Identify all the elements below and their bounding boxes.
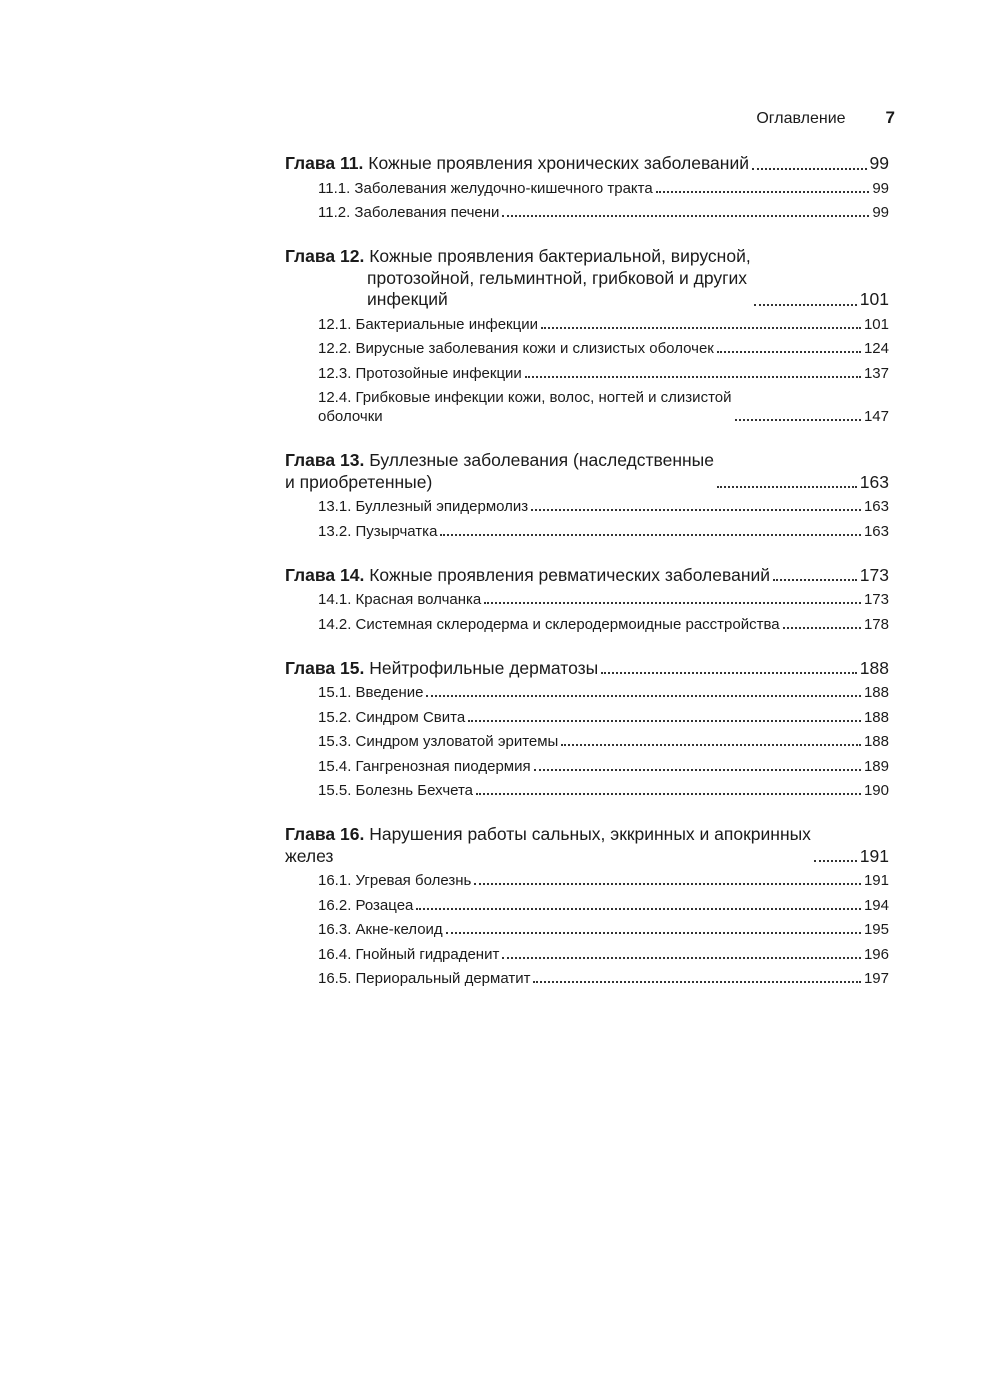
toc-section-title: 12.3. Протозойные инфекции xyxy=(318,364,522,382)
toc-section[interactable] xyxy=(285,920,889,939)
toc-chapter-label: Глава 13. xyxy=(285,450,365,470)
toc-chapter-label: Глава 16. xyxy=(285,824,365,844)
toc-section-title: оболочки xyxy=(318,408,383,425)
toc-section-title: 14.1. Красная волчанка xyxy=(318,591,482,608)
toc-chapter-title-text: Буллезные заболевания (наследственные xyxy=(369,450,714,470)
toc-chapter-title-line: инфекций xyxy=(367,289,448,309)
toc-section-title: 16.5. Периоральный дерматит xyxy=(318,970,531,987)
toc-chapter-label: Глава 11. xyxy=(285,153,364,173)
toc-page-number: 188 xyxy=(863,733,889,750)
toc-section[interactable] xyxy=(285,522,889,541)
toc-page-number: 101 xyxy=(863,315,889,333)
running-header xyxy=(700,108,895,128)
toc-page-number: 173 xyxy=(863,591,889,608)
dot-leader xyxy=(656,191,870,193)
dot-leader xyxy=(476,793,861,795)
toc-section[interactable] xyxy=(285,683,889,702)
toc-chapter-title[interactable] xyxy=(285,450,889,493)
toc-page-number: 194 xyxy=(863,896,889,914)
toc-section[interactable] xyxy=(285,315,889,334)
toc-chapter xyxy=(285,153,889,222)
toc-page-number: 101 xyxy=(859,289,889,309)
toc-chapter-label: Глава 15. xyxy=(285,657,365,678)
dot-leader xyxy=(783,627,861,629)
toc-chapter-title-line xyxy=(285,565,770,587)
toc-chapter-title-line xyxy=(285,246,751,268)
dot-leader xyxy=(601,672,857,674)
toc-section-title: 11.2. Заболевания печени xyxy=(318,204,500,221)
toc-chapter xyxy=(285,824,889,988)
toc-chapter-title[interactable] xyxy=(285,824,889,867)
toc-page-number: 189 xyxy=(863,757,889,775)
toc-section[interactable] xyxy=(285,179,889,198)
dot-leader xyxy=(814,860,857,862)
toc-chapter-title-text: Кожные проявления хронических заболеваний xyxy=(368,153,749,173)
toc-section[interactable] xyxy=(285,732,889,751)
dot-leader xyxy=(541,327,861,329)
toc-section-title: 15.2. Синдром Свита xyxy=(318,708,466,726)
dot-leader xyxy=(416,908,861,910)
toc-section-title: 12.4. Грибковые инфекции кожи, волос, ногтей и слизистой xyxy=(318,389,732,406)
toc-chapter-title-line: протозойной, гельминтной, грибковой и других xyxy=(367,267,748,288)
dot-leader xyxy=(561,744,861,746)
toc-section-title: 11.1. Заболевания желудочно-кишечного тракта xyxy=(318,179,653,197)
table-of-contents xyxy=(285,153,889,1012)
dot-leader xyxy=(533,981,861,983)
dot-leader xyxy=(446,932,861,934)
toc-chapter-title[interactable] xyxy=(285,658,889,680)
toc-chapter-label: Глава 12. xyxy=(285,246,365,266)
toc-section-title: 16.3. Акне-келоид xyxy=(318,921,443,938)
toc-page-number: 191 xyxy=(863,872,889,889)
dot-leader xyxy=(525,376,861,378)
toc-section[interactable] xyxy=(285,757,889,776)
toc-chapter-title-line xyxy=(285,450,714,472)
toc-page-number: 99 xyxy=(872,179,889,197)
dot-leader xyxy=(531,509,861,511)
toc-section-title: 15.4. Гангренозная пиодермия xyxy=(318,757,531,775)
toc-page-number: 188 xyxy=(863,708,889,726)
toc-section[interactable] xyxy=(285,497,889,516)
toc-chapter-title-line xyxy=(285,824,811,846)
toc-section[interactable] xyxy=(285,388,889,426)
page-number: 7 xyxy=(885,108,895,127)
toc-page-number: 178 xyxy=(863,615,889,633)
dot-leader xyxy=(474,883,861,885)
toc-page-number: 124 xyxy=(863,340,889,357)
toc-page-number: 173 xyxy=(859,564,889,585)
toc-page-number: 163 xyxy=(859,471,889,492)
toc-chapter-title-line xyxy=(285,658,598,680)
dot-leader xyxy=(754,304,857,306)
toc-page-number: 137 xyxy=(863,364,889,382)
toc-chapter-title-line xyxy=(285,153,749,175)
dot-leader xyxy=(735,419,861,421)
toc-page-number: 147 xyxy=(863,408,889,425)
dot-leader xyxy=(502,215,869,217)
toc-chapter-title-line: и приобретенные) xyxy=(285,471,433,492)
dot-leader xyxy=(440,534,861,536)
toc-chapter xyxy=(285,450,889,541)
toc-section[interactable] xyxy=(285,364,889,383)
toc-section-title: 14.2. Системная склеродерма и склеродермоидные расстройства xyxy=(318,615,780,633)
dot-leader xyxy=(752,168,867,170)
toc-chapter xyxy=(285,565,889,634)
toc-chapter-title[interactable] xyxy=(285,153,889,175)
toc-section[interactable] xyxy=(285,945,889,964)
toc-section-title: 12.2. Вирусные заболевания кожи и слизистых оболочек xyxy=(318,340,714,357)
toc-chapter-title-text: Нарушения работы сальных, эккринных и апокринных xyxy=(369,824,811,844)
toc-chapter-title-text: Кожные проявления бактериальной, вирусной, xyxy=(369,246,751,266)
toc-page-number: 188 xyxy=(863,684,889,701)
dot-leader xyxy=(468,720,861,722)
dot-leader xyxy=(717,486,857,488)
toc-section-title: 12.1. Бактериальные инфекции xyxy=(318,315,538,333)
toc-chapter xyxy=(285,246,889,426)
toc-section[interactable] xyxy=(285,339,889,358)
toc-section[interactable] xyxy=(285,203,889,222)
toc-section[interactable] xyxy=(285,896,889,915)
toc-section[interactable] xyxy=(285,781,889,800)
toc-section[interactable] xyxy=(285,708,889,727)
toc-page-number: 195 xyxy=(863,921,889,938)
toc-section[interactable] xyxy=(285,615,889,634)
toc-section[interactable] xyxy=(285,590,889,609)
dot-leader xyxy=(717,351,861,353)
toc-section-title: 16.2. Розацеа xyxy=(318,896,414,914)
toc-section[interactable] xyxy=(285,871,889,890)
toc-chapter-title[interactable] xyxy=(285,246,889,311)
toc-page-number: 163 xyxy=(863,498,889,515)
running-header-title: Оглавление xyxy=(756,110,846,127)
toc-section-title: 16.1. Угревая болезнь xyxy=(318,872,472,889)
toc-section-title: 15.3. Синдром узловатой эритемы xyxy=(318,733,559,750)
toc-page-number: 196 xyxy=(863,945,889,963)
dot-leader xyxy=(426,695,861,697)
toc-section-title: 13.2. Пузырчатка xyxy=(318,522,438,540)
toc-page-number: 163 xyxy=(863,522,889,540)
toc-section-title: 15.5. Болезнь Бехчета xyxy=(318,782,474,799)
toc-page-number: 99 xyxy=(872,204,889,221)
toc-chapter-title-line: желез xyxy=(285,845,334,866)
toc-section[interactable] xyxy=(285,969,889,988)
dot-leader xyxy=(484,602,861,604)
dot-leader xyxy=(502,957,861,959)
toc-page-number: 197 xyxy=(863,970,889,987)
toc-section-title: 15.1. Введение xyxy=(318,684,424,701)
dot-leader xyxy=(773,579,857,581)
toc-chapter-title-text: Нейтрофильные дерматозы xyxy=(369,657,599,678)
toc-section-title: 16.4. Гнойный гидраденит xyxy=(318,945,500,963)
dot-leader xyxy=(534,769,861,771)
toc-section-title: 13.1. Буллезный эпидермолиз xyxy=(318,498,529,515)
toc-chapter-title-text: Кожные проявления ревматических заболеваний xyxy=(369,564,771,585)
toc-page-number: 190 xyxy=(863,782,889,799)
toc-page-number: 191 xyxy=(859,845,889,866)
toc-page-number: 99 xyxy=(869,153,889,173)
toc-chapter-label: Глава 14. xyxy=(285,564,365,585)
toc-chapter-title[interactable] xyxy=(285,565,889,587)
toc-chapter xyxy=(285,658,889,801)
toc-page-number: 188 xyxy=(859,657,889,678)
